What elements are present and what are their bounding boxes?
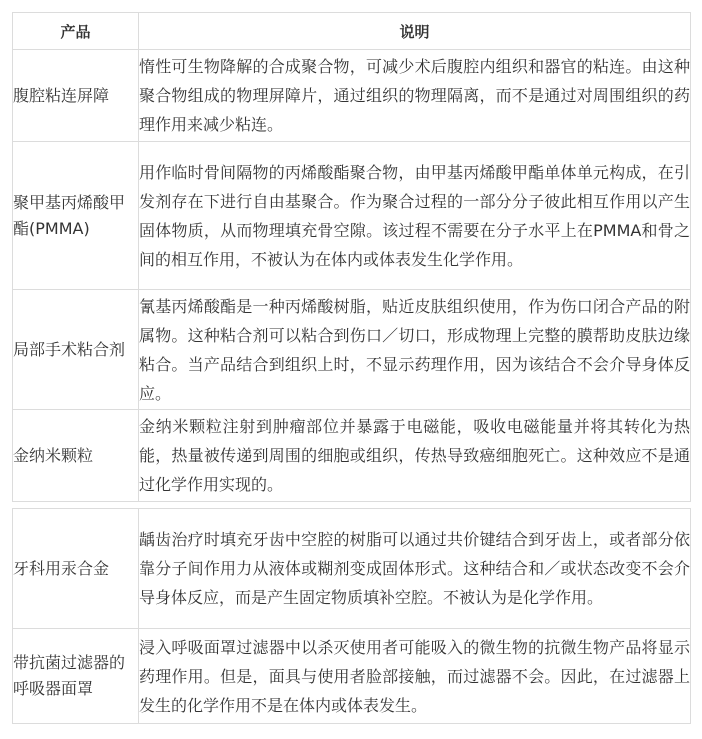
product-name: 腹腔粘连屏障	[13, 50, 139, 142]
product-table-1	[12, 12, 691, 502]
table-row	[13, 50, 691, 142]
table-row	[13, 410, 691, 502]
product-name: 金纳米颗粒	[13, 410, 139, 502]
product-name: 聚甲基丙烯酸甲酯(PMMA)	[13, 142, 139, 290]
header-product: 产品	[13, 13, 139, 50]
product-name: 带抗菌过滤器的呼吸器面罩	[13, 629, 139, 724]
header-description: 说明	[139, 13, 691, 50]
product-description: 用作临时骨间隔物的丙烯酸酯聚合物，由甲基丙烯酸甲酯单体单元构成，在引发剂存在下进行自由基聚合。作为聚合过程的一部分分子彼此相互作用以产生固体物质，从而物理填充骨空隙。该过程不需要在分子水平上在PMMA和骨之间的相互作用，不被认为在体内或体表发生化学作用。	[139, 142, 691, 290]
header-row	[13, 13, 691, 50]
product-description: 氰基丙烯酸酯是一种丙烯酸树脂，贴近皮肤组织使用，作为伤口闭合产品的附属物。这种粘合剂可以粘合到伤口／切口，形成物理上完整的膜帮助皮肤边缘粘合。当产品结合到组织上时，不显示药理作用，因为该结合不会介导身体反应。	[139, 290, 691, 410]
table-row	[13, 509, 691, 629]
product-table-2	[12, 508, 691, 724]
product-description: 龋齿治疗时填充牙齿中空腔的树脂可以通过共价键结合到牙齿上，或者部分依靠分子间作用力从液体或糊剂变成固体形式。这种结合和／或状态改变不会介导身体反应，而是产生固定物质填补空腔。不被认为是化学作用。	[139, 509, 691, 629]
product-description: 惰性可生物降解的合成聚合物，可减少术后腹腔内组织和器官的粘连。由这种聚合物组成的物理屏障片，通过组织的物理隔离，而不是通过对周围组织的药理作用来减少粘连。	[139, 50, 691, 142]
product-name: 牙科用汞合金	[13, 509, 139, 629]
product-description: 浸入呼吸面罩过滤器中以杀灭使用者可能吸入的微生物的抗微生物产品将显示药理作用。但是，面具与使用者脸部接触，而过滤器不会。因此，在过滤器上发生的化学作用不是在体内或体表发生。	[139, 629, 691, 724]
product-name: 局部手术粘合剂	[13, 290, 139, 410]
table-row	[13, 142, 691, 290]
table-row	[13, 290, 691, 410]
product-description: 金纳米颗粒注射到肿瘤部位并暴露于电磁能，吸收电磁能量并将其转化为热能，热量被传递到周围的细胞或组织，传热导致癌细胞死亡。这种效应不是通过化学作用实现的。	[139, 410, 691, 502]
table-row	[13, 629, 691, 724]
